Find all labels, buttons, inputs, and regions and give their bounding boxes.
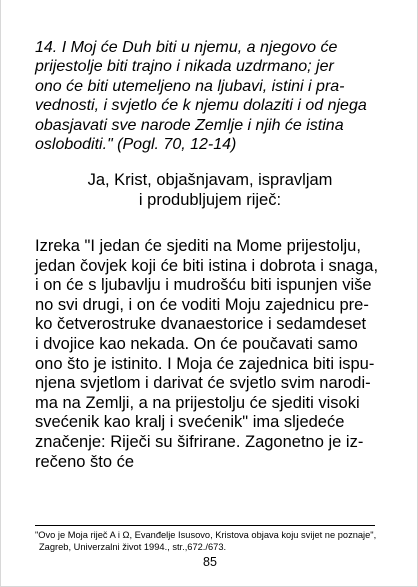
footnote-line: "Ovo je Moja riječ A i Ω, Evanđelje Isusovo, Kristova objava koju svijet ne poznaje", [35, 530, 377, 540]
quote-line: vednosti, i svjetlo će k njemu dolaziti i od njega [35, 97, 367, 115]
heading-line: Ja, Krist, objašnjavam, ispravljam [87, 171, 333, 189]
body-line: i on će s ljubavlju i mudrošću biti ispunjen više [35, 276, 372, 295]
quote-line: osloboditi." (Pogl. 70, 12-14) [35, 136, 237, 154]
body-line: njena svjetlom i darivat će svjetlo svim narodi- [35, 374, 371, 393]
body-line: Izreka "I jedan će sjediti na Mome prijestolju, [35, 237, 361, 255]
body-paragraph [35, 237, 395, 472]
body-line: no svi drugi, i on će voditi Moju zajednicu pre- [35, 295, 369, 314]
page-number: 85 [203, 555, 217, 569]
body-line: ono što je istinito. I Moja će zajednica biti ispu- [35, 354, 375, 373]
body-line: svećenik kao kralj i svećenik" ima sljedeće [35, 413, 345, 432]
body-line: jedan čovjek koji će biti istina i dobrota i snaga, [35, 256, 379, 275]
section-heading [35, 170, 385, 210]
body-line: ma na Zemlji, a na prijestolju će sjediti visoki [35, 393, 360, 412]
body-line: značenje: Riječi su šifrirane. Zagonetno je iz- [35, 432, 364, 451]
body-line: i dvojice kao nekada. On će poučavati samo [35, 334, 358, 353]
quote-line: 14. I Moj će Duh biti u njemu, a njegovo će [35, 39, 338, 56]
quote-line: obasjavati sve narode Zemlje i njih će istina [35, 116, 344, 134]
footnote [35, 529, 405, 553]
body-line: ko četverostruke dvanaestorice i sedamdeset [35, 315, 367, 334]
body-line: rečeno što će [35, 452, 135, 471]
footnote-divider [35, 525, 375, 526]
quote-line: ono će biti utemeljeno na ljubavi, istini i pra- [35, 77, 345, 95]
footnote-line: Zagreb, Univerzalni život 1994., str.,672./673. [39, 542, 227, 552]
quoted-passage [35, 38, 385, 154]
quote-line: prijestolje biti trajno i nikada uzdrmano; jer [35, 58, 334, 76]
heading-line: i produbljujem riječ: [138, 191, 282, 209]
